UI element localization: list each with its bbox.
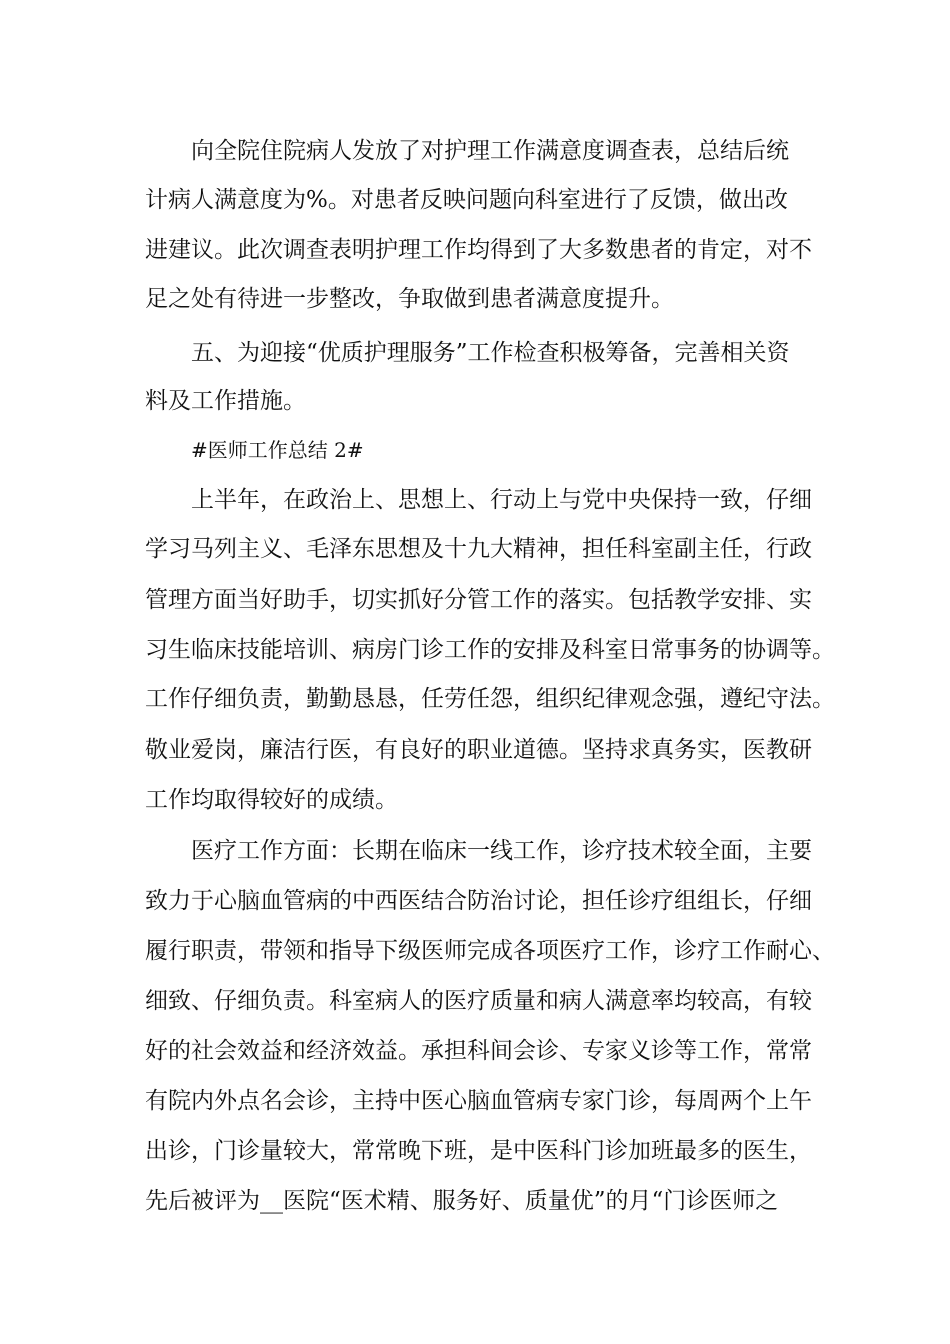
body-text-line: 医疗工作方面：长期在临床一线工作，诊疗技术较全面，主要 <box>191 838 812 864</box>
body-text-line: 上半年，在政治上、思想上、行动上与党中央保持一致，仔细 <box>191 487 812 513</box>
body-text-line: 进建议。此次调查表明护理工作均得到了大多数患者的肯定，对不 <box>145 237 812 263</box>
body-text-line: 有院内外点名会诊，主持中医心脑血管病专家门诊，每周两个上午 <box>145 1088 812 1114</box>
body-text-line: 五、为迎接“优质护理服务”工作检查积极筹备，完善相关资 <box>191 340 790 366</box>
body-text-line: 履行职责，带领和指导下级医师完成各项医疗工作，诊疗工作耐心、 <box>145 938 835 964</box>
body-text-line: 足之处有待进一步整改，争取做到患者满意度提升。 <box>145 286 674 312</box>
body-text-line: 好的社会效益和经济效益。承担科间会诊、专家义诊等工作，常常 <box>145 1038 812 1064</box>
body-text-line: 计病人满意度为%。对患者反映问题向科室进行了反馈，做出改 <box>145 187 788 213</box>
section-heading: #医师工作总结 2# <box>191 438 364 462</box>
body-text-line: 细致、仔细负责。科室病人的医疗质量和病人满意率均较高，有较 <box>145 988 812 1014</box>
body-text-line: 料及工作措施。 <box>145 388 306 414</box>
body-text-line: 习生临床技能培训、病房门诊工作的安排及科室日常事务的协调等。 <box>145 637 835 663</box>
body-text-line: 敬业爱岗，廉洁行医，有良好的职业道德。坚持求真务实，医教研 <box>145 737 812 763</box>
body-text-line: 学习马列主义、毛泽东思想及十九大精神，担任科室副主任，行政 <box>145 536 812 562</box>
body-text-line: 先后被评为__医院“医术精、服务好、质量优”的月“门诊医师之 <box>145 1188 779 1214</box>
body-text-line: 工作仔细负责，勤勤恳恳，任劳任怨，组织纪律观念强，遵纪守法。 <box>145 686 835 712</box>
body-text-line: 工作均取得较好的成绩。 <box>145 787 398 813</box>
body-text-line: 向全院住院病人发放了对护理工作满意度调查表，总结后统 <box>191 138 789 164</box>
body-text-line: 管理方面当好助手，切实抓好分管工作的落实。包括教学安排、实 <box>145 587 812 613</box>
body-text-line: 出诊，门诊量较大，常常晚下班，是中医科门诊加班最多的医生， <box>145 1138 812 1164</box>
body-text-line: 致力于心脑血管病的中西医结合防治讨论，担任诊疗组组长，仔细 <box>145 888 812 914</box>
